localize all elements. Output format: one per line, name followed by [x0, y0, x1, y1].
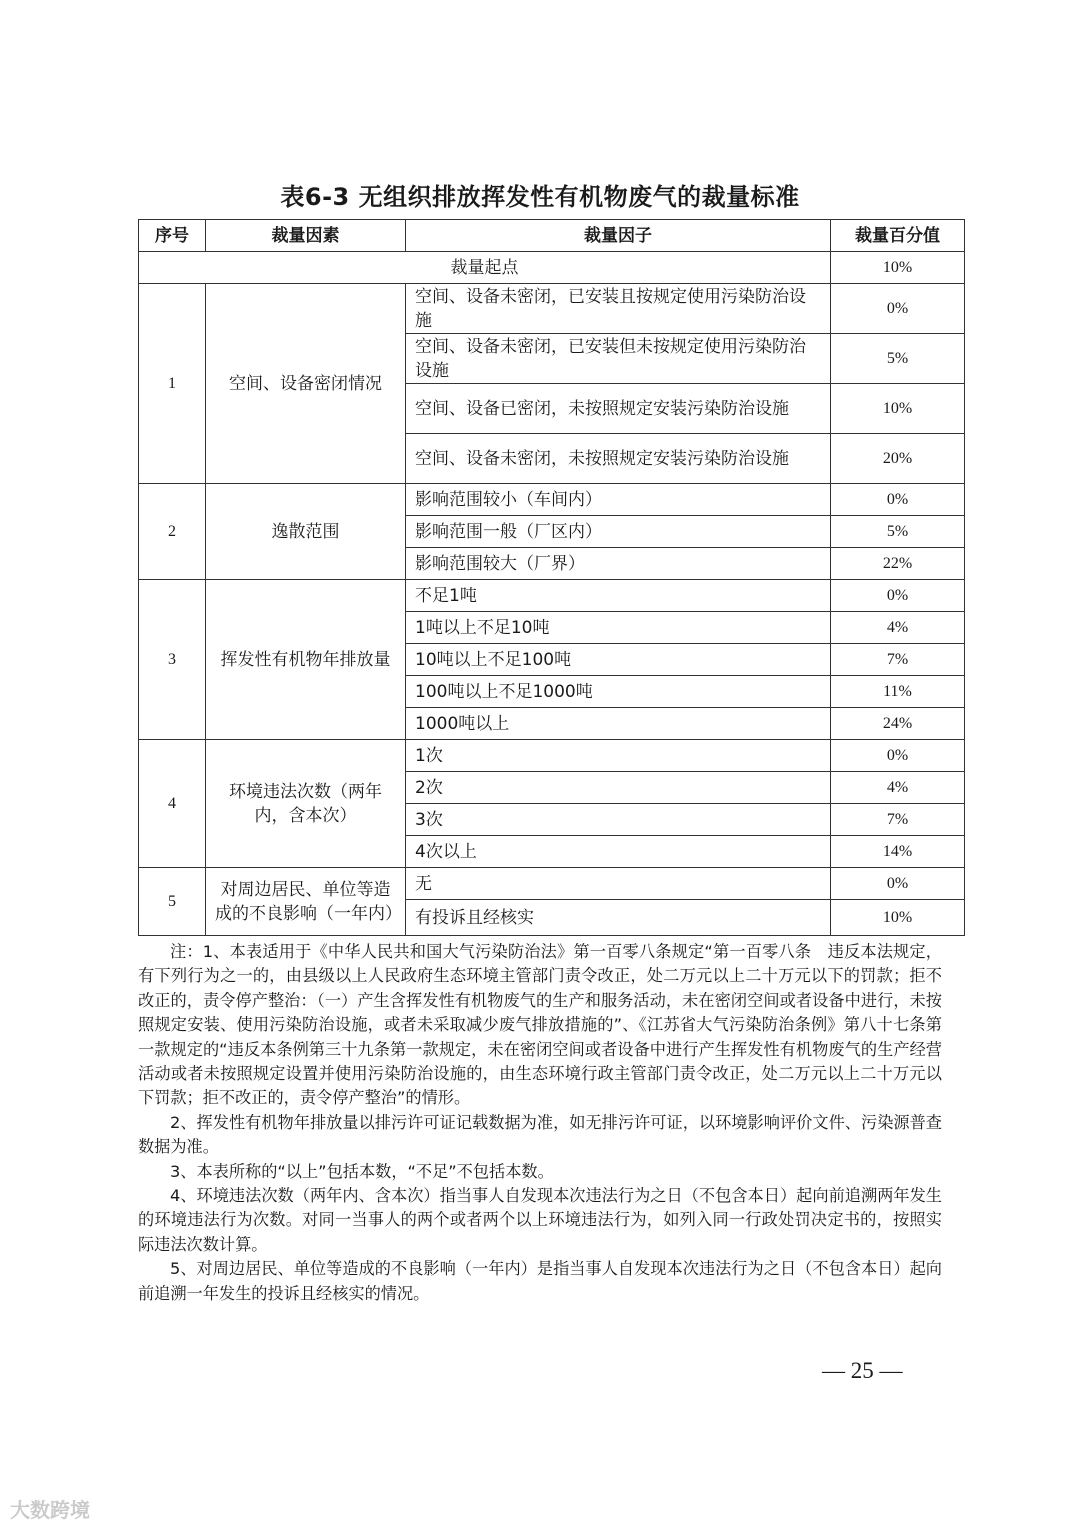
- item-value: 4%: [831, 772, 965, 804]
- group-factor: 挥发性有机物年排放量: [206, 580, 406, 740]
- group-factor: 逸散范围: [206, 484, 406, 580]
- group-factor: 环境违法次数（两年内，含本次）: [206, 740, 406, 868]
- table-row: [139, 868, 965, 900]
- start-label: 裁量起点: [139, 252, 831, 284]
- group-no: 1: [139, 284, 206, 484]
- group-factor: 空间、设备密闭情况: [206, 284, 406, 484]
- note-4: 4、环境违法次数（两年内、含本次）指当事人自发现本次违法行为之日（不包含本日）起向前追溯两年发生的环境违法行为次数。对同一当事人的两个或者两个以上环境违法行为，如列入同一行政处罚决定书的，按照实际违法次数计算。: [138, 1186, 942, 1254]
- note-2: 2、挥发性有机物年排放量以排污许可证记载数据为准，如无排污许可证，以环境影响评价文件、污染源普查数据为准。: [138, 1112, 942, 1157]
- table-row: [139, 284, 965, 334]
- item-label: 影响范围较大（厂界）: [406, 548, 831, 580]
- table-row: [139, 580, 965, 612]
- item-label: 2次: [406, 772, 831, 804]
- item-value: 0%: [831, 868, 965, 900]
- item-label: 1吨以上不足10吨: [406, 612, 831, 644]
- item-value: 5%: [831, 334, 965, 384]
- item-value: 14%: [831, 836, 965, 868]
- note-5: 5、对周边居民、单位等造成的不良影响（一年内）是指当事人自发现本次违法行为之日（不包含本日）起向前追溯一年发生的投诉且经核实的情况。: [138, 1259, 942, 1303]
- item-value: 0%: [831, 284, 965, 334]
- item-value: 10%: [831, 900, 965, 936]
- page-title: 表6-3 无组织排放挥发性有机物废气的裁量标准: [280, 183, 800, 211]
- item-label: 影响范围一般（厂区内）: [406, 516, 831, 548]
- item-label: 4次以上: [406, 836, 831, 868]
- item-value: 0%: [831, 484, 965, 516]
- item-value: 24%: [831, 708, 965, 740]
- item-label: 空间、设备未密闭，未按照规定安装污染防治设施: [406, 434, 831, 484]
- header-percent: 裁量百分值: [831, 220, 965, 252]
- header-item: 裁量因子: [406, 220, 831, 252]
- item-value: 7%: [831, 804, 965, 836]
- item-label: 空间、设备已密闭，未按照规定安装污染防治设施: [406, 384, 831, 434]
- item-label: 不足1吨: [406, 580, 831, 612]
- item-value: 20%: [831, 434, 965, 484]
- item-label: 有投诉且经核实: [406, 900, 831, 936]
- item-label: 10吨以上不足100吨: [406, 644, 831, 676]
- item-label: 空间、设备未密闭，已安装但未按规定使用污染防治设施: [406, 334, 831, 384]
- item-label: 影响范围较小（车间内）: [406, 484, 831, 516]
- table-row: [139, 484, 965, 516]
- header-factor: 裁量因素: [206, 220, 406, 252]
- start-value: 10%: [831, 252, 965, 284]
- item-label: 3次: [406, 804, 831, 836]
- item-value: 11%: [831, 676, 965, 708]
- group-no: 5: [139, 868, 206, 936]
- item-value: 0%: [831, 580, 965, 612]
- standards-table: [138, 219, 965, 936]
- item-value: 10%: [831, 384, 965, 434]
- table-row-start: [139, 252, 965, 284]
- watermark: 大数跨境: [10, 1498, 90, 1522]
- page-number: — 25 —: [822, 1358, 903, 1383]
- group-factor: 对周边居民、单位等造成的不良影响（一年内）: [206, 868, 406, 936]
- item-label: 1次: [406, 740, 831, 772]
- item-label: 空间、设备未密闭，已安装且按规定使用污染防治设施: [406, 284, 831, 334]
- item-value: 7%: [831, 644, 965, 676]
- item-value: 22%: [831, 548, 965, 580]
- note-3: 3、本表所称的“以上”包括本数，“不足”不包括本数。: [170, 1161, 554, 1181]
- item-label: 100吨以上不足1000吨: [406, 676, 831, 708]
- group-no: 2: [139, 484, 206, 580]
- table-row: [139, 740, 965, 772]
- table-header-row: [139, 220, 965, 252]
- group-no: 3: [139, 580, 206, 740]
- header-no: 序号: [139, 220, 206, 252]
- item-value: 5%: [831, 516, 965, 548]
- table-notes: [138, 940, 942, 1306]
- note-1: 注：1、本表适用于《中华人民共和国大气污染防治法》第一百零八条规定“第一百零八条 违反本法规定，有下列行为之一的，由县级以上人民政府生态环境主管部门责令改正，处二万元以上二十万元以下的罚款；拒不改正的，责令停产整治：（一）产生含挥发性有机物废气的生产和服务活动，未在密闭空间或者设备中进行，未按照规定安装、使用污染防治设施，或者未采取减少废气排放措施的”、《江苏省大气污染防治条例》第八十七条第一款规定的“违反本条例第三十九条第一款规定，未在密闭空间或者设备中进行产生挥发性有机物废气的生产经营活动或者未按照规定设置并使用污染防治设施的，由生态环境行政主管部门责令改正，处二万元以上二十万元以下罚款；拒不改正的，责令停产整治”的情形。: [138, 942, 942, 1108]
- group-no: 4: [139, 740, 206, 868]
- item-label: 无: [406, 868, 831, 900]
- item-value: 0%: [831, 740, 965, 772]
- item-value: 4%: [831, 612, 965, 644]
- item-label: 1000吨以上: [406, 708, 831, 740]
